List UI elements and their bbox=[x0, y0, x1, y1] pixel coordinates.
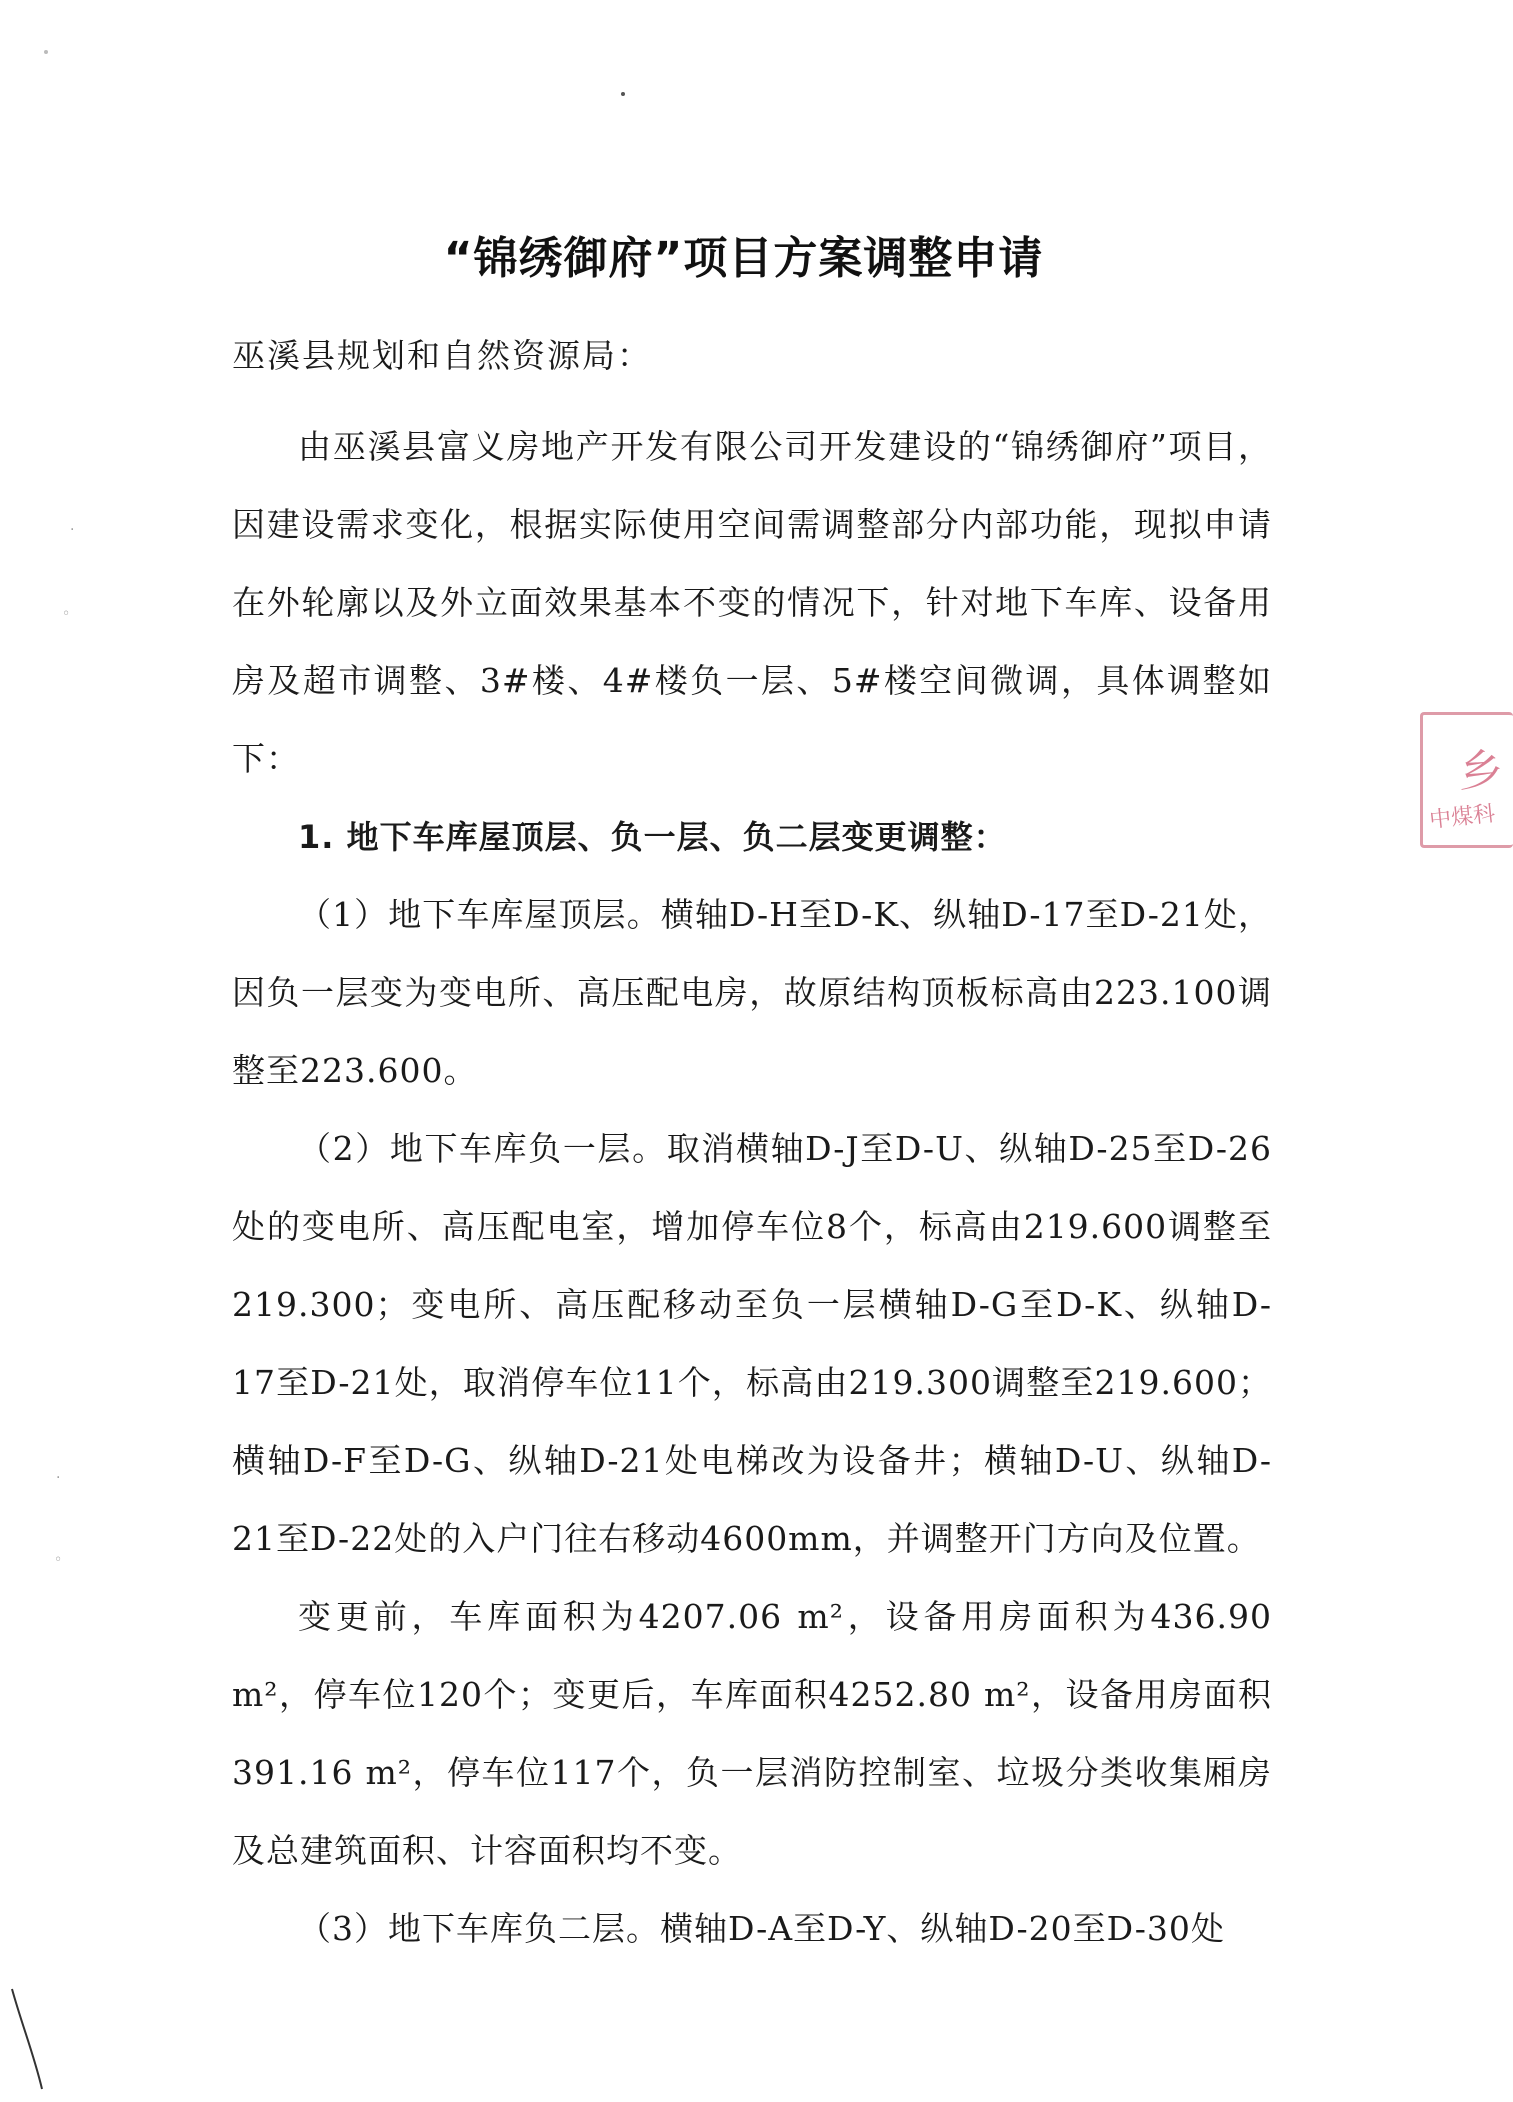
binding-hole-mark: · bbox=[70, 522, 75, 538]
intro-paragraph: 由巫溪县富义房地产开发有限公司开发建设的“锦绣御府”项目，因建设需求变化，根据实际使用空间需调整部分内部功能，现拟申请在外轮廓以及外立面效果基本不变的情况下，针对地下车库、设备用房及超市调整、3#楼、4#楼负一层、5#楼空间微调，具体调整如下： bbox=[232, 427, 1272, 778]
item-paragraph: （1）地下车库屋顶层。横轴D-H至D-K、纵轴D-17至D-21处，因负一层变为变电所、高压配电房，故原结构顶板标高由223.100调整至223.600。 bbox=[232, 895, 1272, 1090]
section-heading: 1. 地下车库屋顶层、负一层、负二层变更调整： bbox=[298, 818, 1007, 856]
item-paragraph: （2）地下车库负一层。取消横轴D-J至D-U、纵轴D-25至D-26处的变电所、高压配电室，增加停车位8个，标高由219.600调整至219.300；变电所、高压配移动至负一层横轴D-G至D-K、纵轴D-17至D-21处，取消停车位11个，标高由219.300调整至219.600；横轴D-F至D-G、纵轴D-21处电梯改为设备井；横轴D-U、纵轴D-21至D-22处的入户门往右移动4600mm，并调整开门方向及位置。 bbox=[232, 1129, 1272, 1558]
document-title: “锦绣御府”项目方案调整申请 bbox=[443, 233, 1044, 284]
scan-speck bbox=[44, 50, 48, 54]
binding-hole-mark: · bbox=[56, 1470, 61, 1486]
scan-edge-mark bbox=[8, 1985, 48, 2095]
item-paragraph: （3）地下车库负二层。横轴D-A至D-Y、纵轴D-20至D-30处 bbox=[298, 1909, 1225, 1948]
area-change-paragraph: 变更前，车库面积为4207.06 m²，设备用房面积为436.90 m²，停车位120个；变更后，车库面积4252.80 m²，设备用房面积391.16 m²，停车位117个，负一层消防控制室、垃圾分类收集厢房及总建筑面积、计容面积均不变。 bbox=[232, 1597, 1272, 1870]
binding-hole-mark: ◦ bbox=[54, 1552, 63, 1568]
seal-text: 中煤科 bbox=[1428, 801, 1497, 834]
seal-stamp bbox=[1420, 712, 1513, 848]
binding-hole-mark: ◦ bbox=[62, 606, 71, 622]
seal-glyph: 乡 bbox=[1459, 746, 1503, 797]
scan-speck bbox=[621, 92, 625, 96]
addressee: 巫溪县规划和自然资源局： bbox=[232, 336, 652, 375]
document-body bbox=[232, 408, 1272, 1968]
